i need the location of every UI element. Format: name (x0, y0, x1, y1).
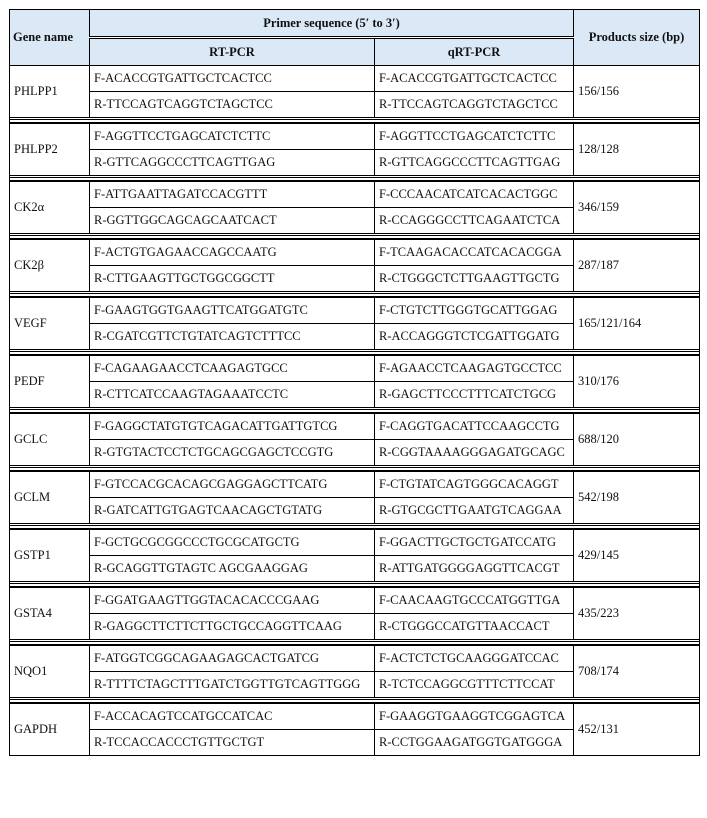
gene-name-cell: CK2α (10, 182, 90, 234)
product-size-cell: 346/159 (574, 182, 700, 234)
rt-pcr-reverse-cell: R-GGTTGGCAGCAGCAATCACT (90, 208, 375, 234)
gene-name-cell: GCLC (10, 414, 90, 466)
product-size-cell: 452/131 (574, 704, 700, 756)
qrt-pcr-reverse-cell: R-ACCAGGGTCTCGATTGGATG (375, 324, 574, 350)
product-size-cell: 165/121/164 (574, 298, 700, 350)
rt-pcr-forward-cell: F-GAAGTGGTGAAGTTCATGGATGTC (90, 298, 375, 324)
qrt-pcr-forward-cell: F-CAACAAGTGCCCATGGTTGA (375, 588, 574, 614)
table-row (10, 472, 700, 498)
product-size-cell: 542/198 (574, 472, 700, 524)
gene-name-cell: CK2β (10, 240, 90, 292)
table-row (10, 240, 700, 266)
qrt-pcr-forward-cell: F-CAGGTGACATTCCAAGCCTG (375, 414, 574, 440)
rt-pcr-forward-cell: F-ATTGAATTAGATCCACGTTT (90, 182, 375, 208)
rt-pcr-forward-cell: F-AGGTTCCTGAGCATCTCTTC (90, 124, 375, 150)
double-rule-line (10, 467, 699, 471)
gene-name-cell: GAPDH (10, 704, 90, 756)
product-size-cell: 435/223 (574, 588, 700, 640)
table-header (10, 10, 700, 66)
table-row (10, 356, 700, 382)
primer-table-container (9, 9, 699, 756)
rt-pcr-reverse-cell: R-CTTGAAGTTGCTGGCGGCTT (90, 266, 375, 292)
qrt-pcr-forward-cell: F-GGACTTGCTGCTGATCCATG (375, 530, 574, 556)
double-rule-line (10, 409, 699, 413)
product-size-cell: 310/176 (574, 356, 700, 408)
double-rule-line (10, 351, 699, 355)
product-size-cell: 708/174 (574, 646, 700, 698)
table-row (10, 66, 700, 92)
table-row (10, 646, 700, 672)
double-rule-line (10, 293, 699, 297)
rt-pcr-forward-cell: F-GAGGCTATGTGTCAGACATTGATTGTCG (90, 414, 375, 440)
qrt-pcr-forward-cell: F-CCCAACATCATCACACTGGC (375, 182, 574, 208)
double-rule-line (10, 583, 699, 587)
qrt-pcr-reverse-cell: R-CTGGGCTCTTGAAGTTGCTG (375, 266, 574, 292)
qrt-pcr-forward-cell: F-ACTCTCTGCAAGGGATCCAC (375, 646, 574, 672)
gene-name-cell: VEGF (10, 298, 90, 350)
gene-name-cell: PEDF (10, 356, 90, 408)
table-row (10, 182, 700, 208)
qrt-pcr-forward-cell: F-GAAGGTGAAGGTCGGAGTCA (375, 704, 574, 730)
double-rule-line (10, 177, 699, 181)
qrt-pcr-reverse-cell: R-TTCCAGTCAGGTCTAGCTCC (375, 92, 574, 118)
gene-name-cell: GSTA4 (10, 588, 90, 640)
qrt-pcr-reverse-cell: R-CCTGGAAGATGGTGATGGGA (375, 730, 574, 756)
gene-name-cell: GCLM (10, 472, 90, 524)
gene-name-cell: PHLPP2 (10, 124, 90, 176)
table-row (10, 124, 700, 150)
primer-sequence-header: Primer sequence (5′ to 3′) (90, 10, 574, 38)
qrt-pcr-reverse-cell: R-GAGCTTCCCTTTCATCTGCG (375, 382, 574, 408)
gene-name-cell: NQO1 (10, 646, 90, 698)
qrt-pcr-reverse-cell: R-TCTCCAGGCGTTTCTTCCAT (375, 672, 574, 698)
rt-pcr-reverse-cell: R-CGATCGTTCTGTATCAGTCTTTCC (90, 324, 375, 350)
rt-pcr-reverse-cell: R-CTTCATCCAAGTAGAAATCCTC (90, 382, 375, 408)
product-size-cell: 688/120 (574, 414, 700, 466)
rt-pcr-reverse-cell: R-TCCACCACCCTGTTGCTGT (90, 730, 375, 756)
table-row (10, 588, 700, 614)
product-size-cell: 128/128 (574, 124, 700, 176)
double-rule-line (10, 641, 699, 645)
qrt-pcr-header: qRT-PCR (375, 38, 574, 66)
rt-pcr-forward-cell: F-GGATGAAGTTGGTACACACCCGAAG (90, 588, 375, 614)
rt-pcr-forward-cell: F-CAGAAGAACCTCAAGAGTGCC (90, 356, 375, 382)
qrt-pcr-forward-cell: F-CTGTCTTGGGTGCATTGGAG (375, 298, 574, 324)
table-row (10, 298, 700, 324)
qrt-pcr-reverse-cell: R-GTGCGCTTGAATGTCAGGAA (375, 498, 574, 524)
rt-pcr-forward-cell: F-ATGGTCGGCAGAAGAGCACTGATCG (90, 646, 375, 672)
double-rule-line (10, 235, 699, 239)
rt-pcr-forward-cell: F-ACCACAGTCCATGCCATCAC (90, 704, 375, 730)
double-rule-line (10, 699, 699, 703)
table-row (10, 414, 700, 440)
gene-name-cell: GSTP1 (10, 530, 90, 582)
table-body (10, 66, 700, 756)
products-size-header: Products size (bp) (574, 10, 700, 66)
qrt-pcr-forward-cell: F-CTGTATCAGTGGGCACAGGT (375, 472, 574, 498)
table-row (10, 704, 700, 730)
rt-pcr-forward-cell: F-ACTGTGAGAACCAGCCAATG (90, 240, 375, 266)
rt-pcr-reverse-cell: R-GAGGCTTCTTCTTGCTGCCAGGTTCAAG (90, 614, 375, 640)
qrt-pcr-reverse-cell: R-ATTGATGGGGAGGTTCACGT (375, 556, 574, 582)
qrt-pcr-forward-cell: F-AGAACCTCAAGAGTGCCTCC (375, 356, 574, 382)
rt-pcr-reverse-cell: R-GTTCAGGCCCTTCAGTTGAG (90, 150, 375, 176)
qrt-pcr-reverse-cell: R-CGGTAAAAGGGAGATGCAGC (375, 440, 574, 466)
product-size-cell: 156/156 (574, 66, 700, 118)
rt-pcr-reverse-cell: R-GTGTACTCCTCTGCAGCGAGCTCCGTG (90, 440, 375, 466)
qrt-pcr-forward-cell: F-TCAAGACACCATCACACGGA (375, 240, 574, 266)
rt-pcr-reverse-cell: R-TTTTCTAGCTTTGATCTGGTTGTCAGTTGGG (90, 672, 375, 698)
rt-pcr-header: RT-PCR (90, 38, 375, 66)
rt-pcr-reverse-cell: R-GATCATTGTGAGTCAACAGCTGTATG (90, 498, 375, 524)
primer-table (9, 9, 700, 756)
product-size-cell: 429/145 (574, 530, 700, 582)
product-size-cell: 287/187 (574, 240, 700, 292)
double-rule-line (10, 119, 699, 123)
rt-pcr-forward-cell: F-GTCCACGCACAGCGAGGAGCTTCATG (90, 472, 375, 498)
gene-name-header: Gene name (10, 10, 90, 66)
rt-pcr-forward-cell: F-ACACCGTGATTGCTCACTCC (90, 66, 375, 92)
rt-pcr-reverse-cell: R-GCAGGTTGTAGTC AGCGAAGGAG (90, 556, 375, 582)
qrt-pcr-forward-cell: F-ACACCGTGATTGCTCACTCC (375, 66, 574, 92)
qrt-pcr-forward-cell: F-AGGTTCCTGAGCATCTCTTC (375, 124, 574, 150)
rt-pcr-reverse-cell: R-TTCCAGTCAGGTCTAGCTCC (90, 92, 375, 118)
double-rule-line (10, 525, 699, 529)
qrt-pcr-reverse-cell: R-GTTCAGGCCCTTCAGTTGAG (375, 150, 574, 176)
table-row (10, 530, 700, 556)
qrt-pcr-reverse-cell: R-CTGGGCCATGTTAACCACT (375, 614, 574, 640)
qrt-pcr-reverse-cell: R-CCAGGGCCTTCAGAATCTCA (375, 208, 574, 234)
rt-pcr-forward-cell: F-GCTGCGCGGCCCTGCGCATGCTG (90, 530, 375, 556)
gene-name-cell: PHLPP1 (10, 66, 90, 118)
